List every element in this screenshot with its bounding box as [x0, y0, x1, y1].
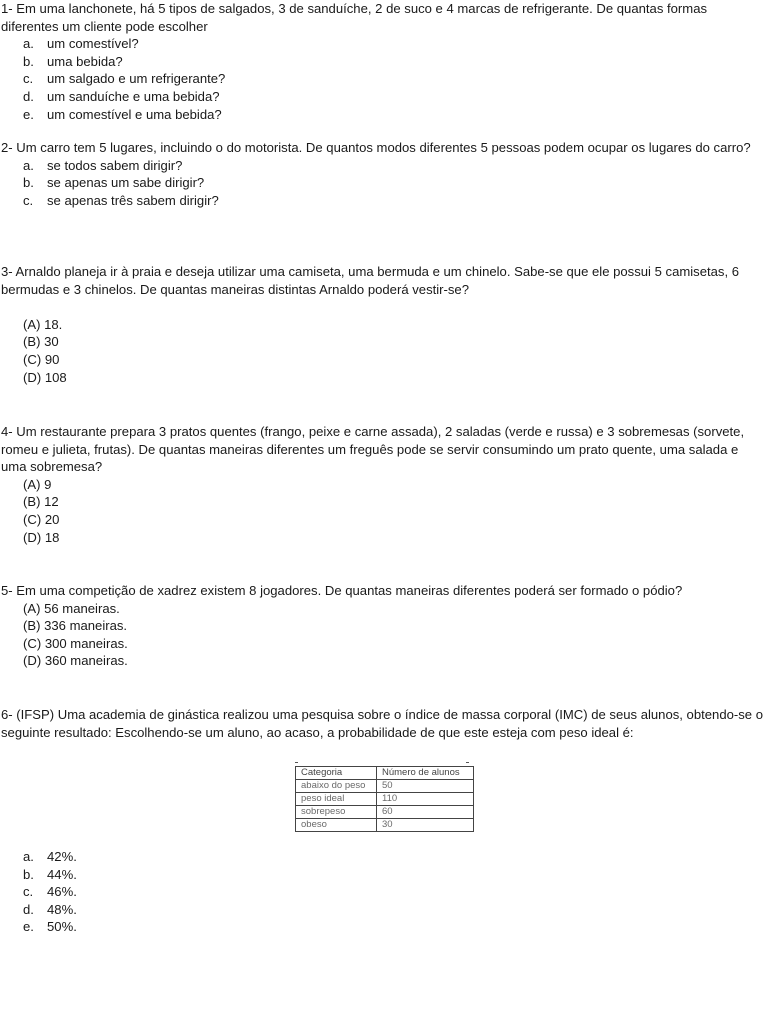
item-text: 48%. [47, 901, 77, 917]
list-item [1, 88, 767, 106]
table-row [296, 806, 474, 819]
table-cell: 30 [377, 819, 474, 832]
table-cell: abaixo do peso [296, 780, 377, 793]
table-cell: 110 [377, 793, 474, 806]
table-cell: peso ideal [296, 793, 377, 806]
item-text: 50%. [47, 919, 77, 935]
question-6-stem: 6- (IFSP) Uma academia de ginástica realizou uma pesquisa sobre o índice de massa corporal (IMC) de seus alunos, obtendo-se o seguinte resultado: Escolhendo-se um aluno, ao acaso, a probabilidade de que este esteja com peso ideal é: [1, 707, 764, 740]
option-item: (B) 12 [23, 494, 59, 510]
item-marker: d. [23, 901, 34, 917]
table-header-row [296, 767, 474, 780]
question-1-stem: 1- Em uma lanchonete, há 5 tipos de salgados, 3 de sanduíche, 2 de suco e 4 marcas de refrigerante. De quantas formas diferentes um cliente pode escolher [1, 1, 708, 34]
question-2-items [1, 157, 767, 210]
item-marker: a. [23, 36, 34, 52]
question-4-stem: 4- Um restaurante prepara 3 pratos quentes (frango, peixe e carne assada), 2 saladas (verde e russa) e 3 sobremesas (sorvete, romeu e julieta, frutas). De quantas maneiras diferentes um freguês pode se servir consumindo um prato quente, uma salada e uma sobremesa? [1, 424, 745, 475]
item-text: um sanduíche e uma bebida? [47, 88, 220, 104]
question-1 [1, 0, 767, 123]
scan-mark [466, 762, 469, 763]
item-marker: a. [23, 157, 34, 173]
question-1-items [1, 35, 767, 123]
option-item: (D) 360 maneiras. [23, 653, 128, 669]
item-marker: e. [23, 106, 34, 122]
item-marker: b. [23, 53, 34, 69]
table-cell: sobrepeso [296, 806, 377, 819]
list-item [1, 174, 767, 192]
item-text: uma bebida? [47, 53, 123, 69]
question-3-options [1, 316, 767, 386]
item-text: um comestível e uma bebida? [47, 106, 222, 122]
scan-mark [295, 762, 298, 763]
list-item [1, 53, 767, 71]
item-text: se apenas um sabe dirigir? [47, 175, 205, 191]
item-text: 42%. [47, 849, 77, 864]
question-6 [1, 706, 767, 741]
question-5-stem: 5- Em uma competição de xadrez existem 8 jogadores. De quantas maneiras diferentes poderá ser formado o pódio? [1, 583, 683, 598]
item-text: se apenas três sabem dirigir? [47, 192, 219, 208]
table-row [296, 819, 474, 832]
imc-table [295, 766, 474, 832]
list-item [1, 866, 767, 884]
question-4-options [1, 476, 767, 546]
list-item [1, 35, 767, 53]
item-marker: d. [23, 88, 34, 104]
table-cell: 60 [377, 806, 474, 819]
list-item [1, 901, 767, 919]
table-cell: obeso [296, 819, 377, 832]
table-header-count: Número de alunos [377, 767, 474, 780]
question-5-options [1, 600, 767, 670]
item-marker: c. [23, 884, 34, 900]
question-3 [1, 263, 767, 386]
option-item: (C) 300 maneiras. [23, 635, 128, 651]
option-item: (D) 18 [23, 529, 60, 545]
item-text: 46%. [47, 884, 77, 900]
question-2-stem: 2- Um carro tem 5 lugares, incluindo o do motorista. De quantos modos diferentes 5 pessoas podem ocupar os lugares do carro? [1, 140, 751, 155]
item-marker: c. [23, 71, 34, 87]
item-text: um comestível? [47, 36, 139, 52]
table-row [296, 793, 474, 806]
item-marker: b. [23, 175, 34, 191]
list-item [1, 848, 767, 866]
item-marker: a. [23, 849, 34, 864]
table-header-category: Categoria [296, 767, 377, 780]
item-marker: e. [23, 919, 34, 935]
table-cell: 50 [377, 780, 474, 793]
list-item [1, 70, 767, 88]
list-item [1, 883, 767, 901]
question-5 [1, 582, 767, 670]
table-row [296, 780, 474, 793]
list-item [1, 192, 767, 210]
option-item: (C) 20 [23, 511, 60, 527]
option-item: (A) 56 maneiras. [23, 600, 120, 616]
item-text: se todos sabem dirigir? [47, 157, 183, 173]
list-item [1, 157, 767, 175]
option-item: (C) 90 [23, 351, 60, 367]
list-item [1, 918, 767, 936]
list-item [1, 106, 767, 124]
option-item: (B) 336 maneiras. [23, 618, 128, 634]
item-marker: b. [23, 866, 34, 882]
item-text: um salgado e um refrigerante? [47, 71, 226, 87]
option-item: (D) 108 [23, 369, 67, 385]
option-item: (A) 18. [23, 316, 63, 332]
item-text: 44%. [47, 866, 77, 882]
option-item: (A) 9 [23, 476, 52, 492]
question-6-items [1, 848, 767, 936]
option-item: (B) 30 [23, 334, 59, 350]
question-6-answers [1, 848, 767, 936]
question-3-stem: 3- Arnaldo planeja ir à praia e deseja utilizar uma camiseta, uma bermuda e um chinelo. Sabe-se que ele possui 5 camisetas, 6 bermudas e 3 chinelos. De quantas maneiras distintas Arnaldo poderá vestir-se? [1, 264, 740, 297]
item-marker: c. [23, 192, 34, 208]
question-2 [1, 139, 767, 209]
question-4 [1, 423, 767, 546]
